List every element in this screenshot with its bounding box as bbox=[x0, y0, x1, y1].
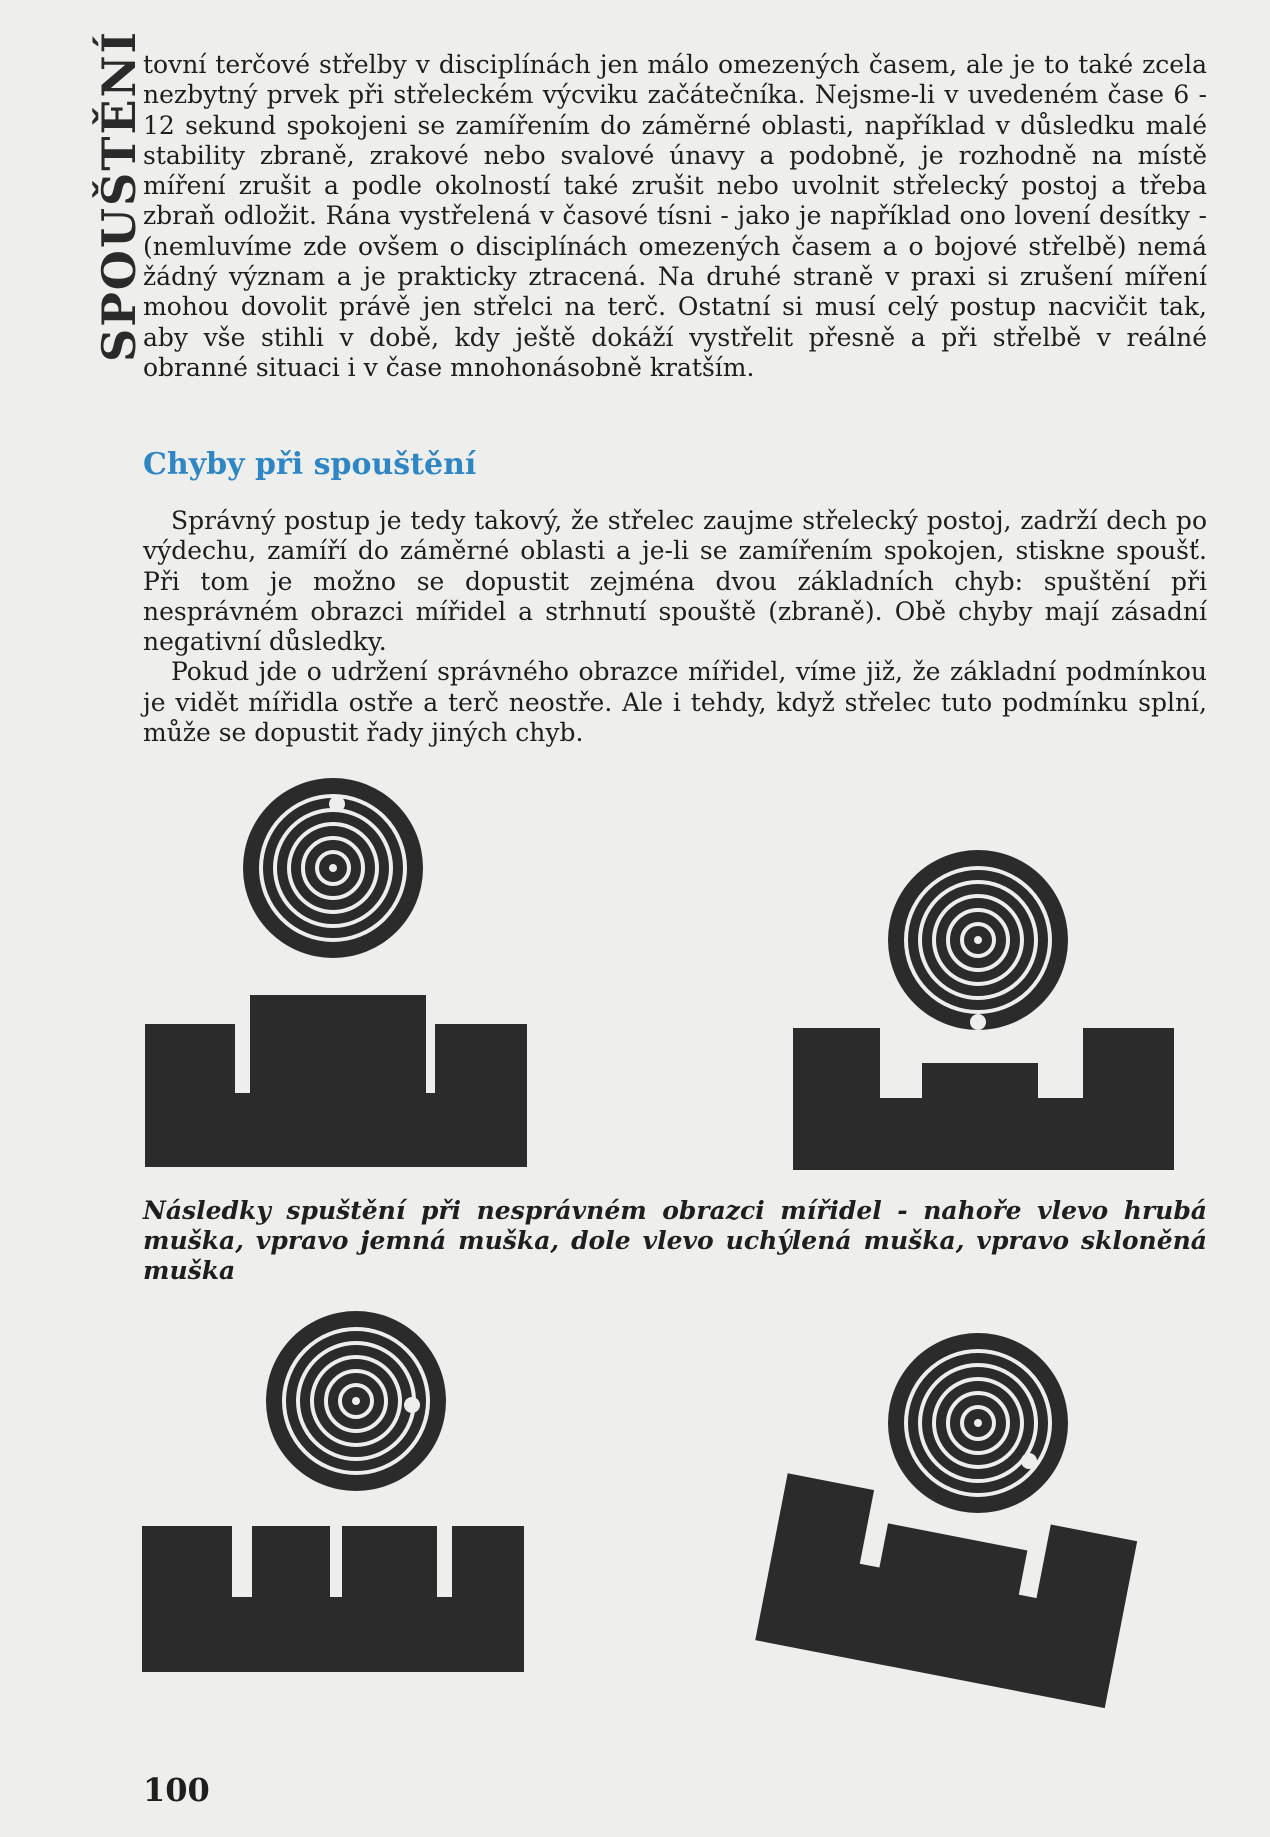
page-number: 100 bbox=[143, 1771, 210, 1809]
section-heading: Chyby při spouštění bbox=[143, 447, 477, 482]
sight-picture-top-right bbox=[793, 850, 1174, 1170]
sight-picture-bottom-left bbox=[142, 1311, 524, 1672]
sight-picture-top-left bbox=[145, 778, 527, 1167]
body-paragraph-1: Správný postup je tedy takový, že střelec zaujme střelecký postoj, zadrží dech po výdechu, zamíří do záměrné oblasti a je-li se zamířením spokojen, stiskne spoušť. Při tom je možno se dopustit zejména dvou základních chyb: spuštění při nesprávném obrazci mířidel a strhnutí spouště (zbraně). Obě chyby mají zásadní negativní důsledky. bbox=[143, 506, 1207, 657]
sight-picture-bottom-right bbox=[755, 1333, 1137, 1708]
intro-paragraph: tovní terčové střelby v disciplínách jen málo omezených časem, ale je to také zcela nezbytný prvek při střeleckém výcviku začátečníka. Nejsme-li v uvedeném čase 6 - 12 sekund spokojeni se zamířením do záměrné oblasti, například v důsledku malé stability zbraně, zrakové nebo svalové únavy a podobně, je rozhodně na místě míření zrušit a podle okolností také zrušit nebo uvolnit střelecký postoj a třeba zbraň odložit. Rána vystřelená v časové tísni - jako je například ono lovení desítky - (nemluvíme zde ovšem o disciplínách omezených časem a o bojové střelbě) nemá žádný význam a je prakticky ztracená. Na druhé straně v praxi si zrušení míření mohou dovolit právě jen střelci na terč. Ostatní si musí celý postup nacvičit tak, aby vše stihli v době, kdy ještě dokáží vystřelit přesně a při střelbě v reálné obranné situaci i v čase mnohonásobně kratším. bbox=[143, 50, 1207, 382]
body-paragraph-2: Pokud jde o udržení správného obrazce mířidel, víme již, že základní podmínkou je vidět mířidla ostře a terč neostře. Ale i tehdy, když střelec tuto podmínku splní, může se dopustit řady jiných chyb. bbox=[143, 657, 1207, 748]
figure-caption: Následky spuštění při nesprávném obrazci mířidel - nahoře vlevo hrubá muška, vpravo jemná muška, dole vlevo uchýlená muška, vpravo skloněná muška bbox=[143, 1196, 1207, 1285]
side-chapter-title-text: SPOUŠTĚNÍ bbox=[92, 29, 146, 362]
